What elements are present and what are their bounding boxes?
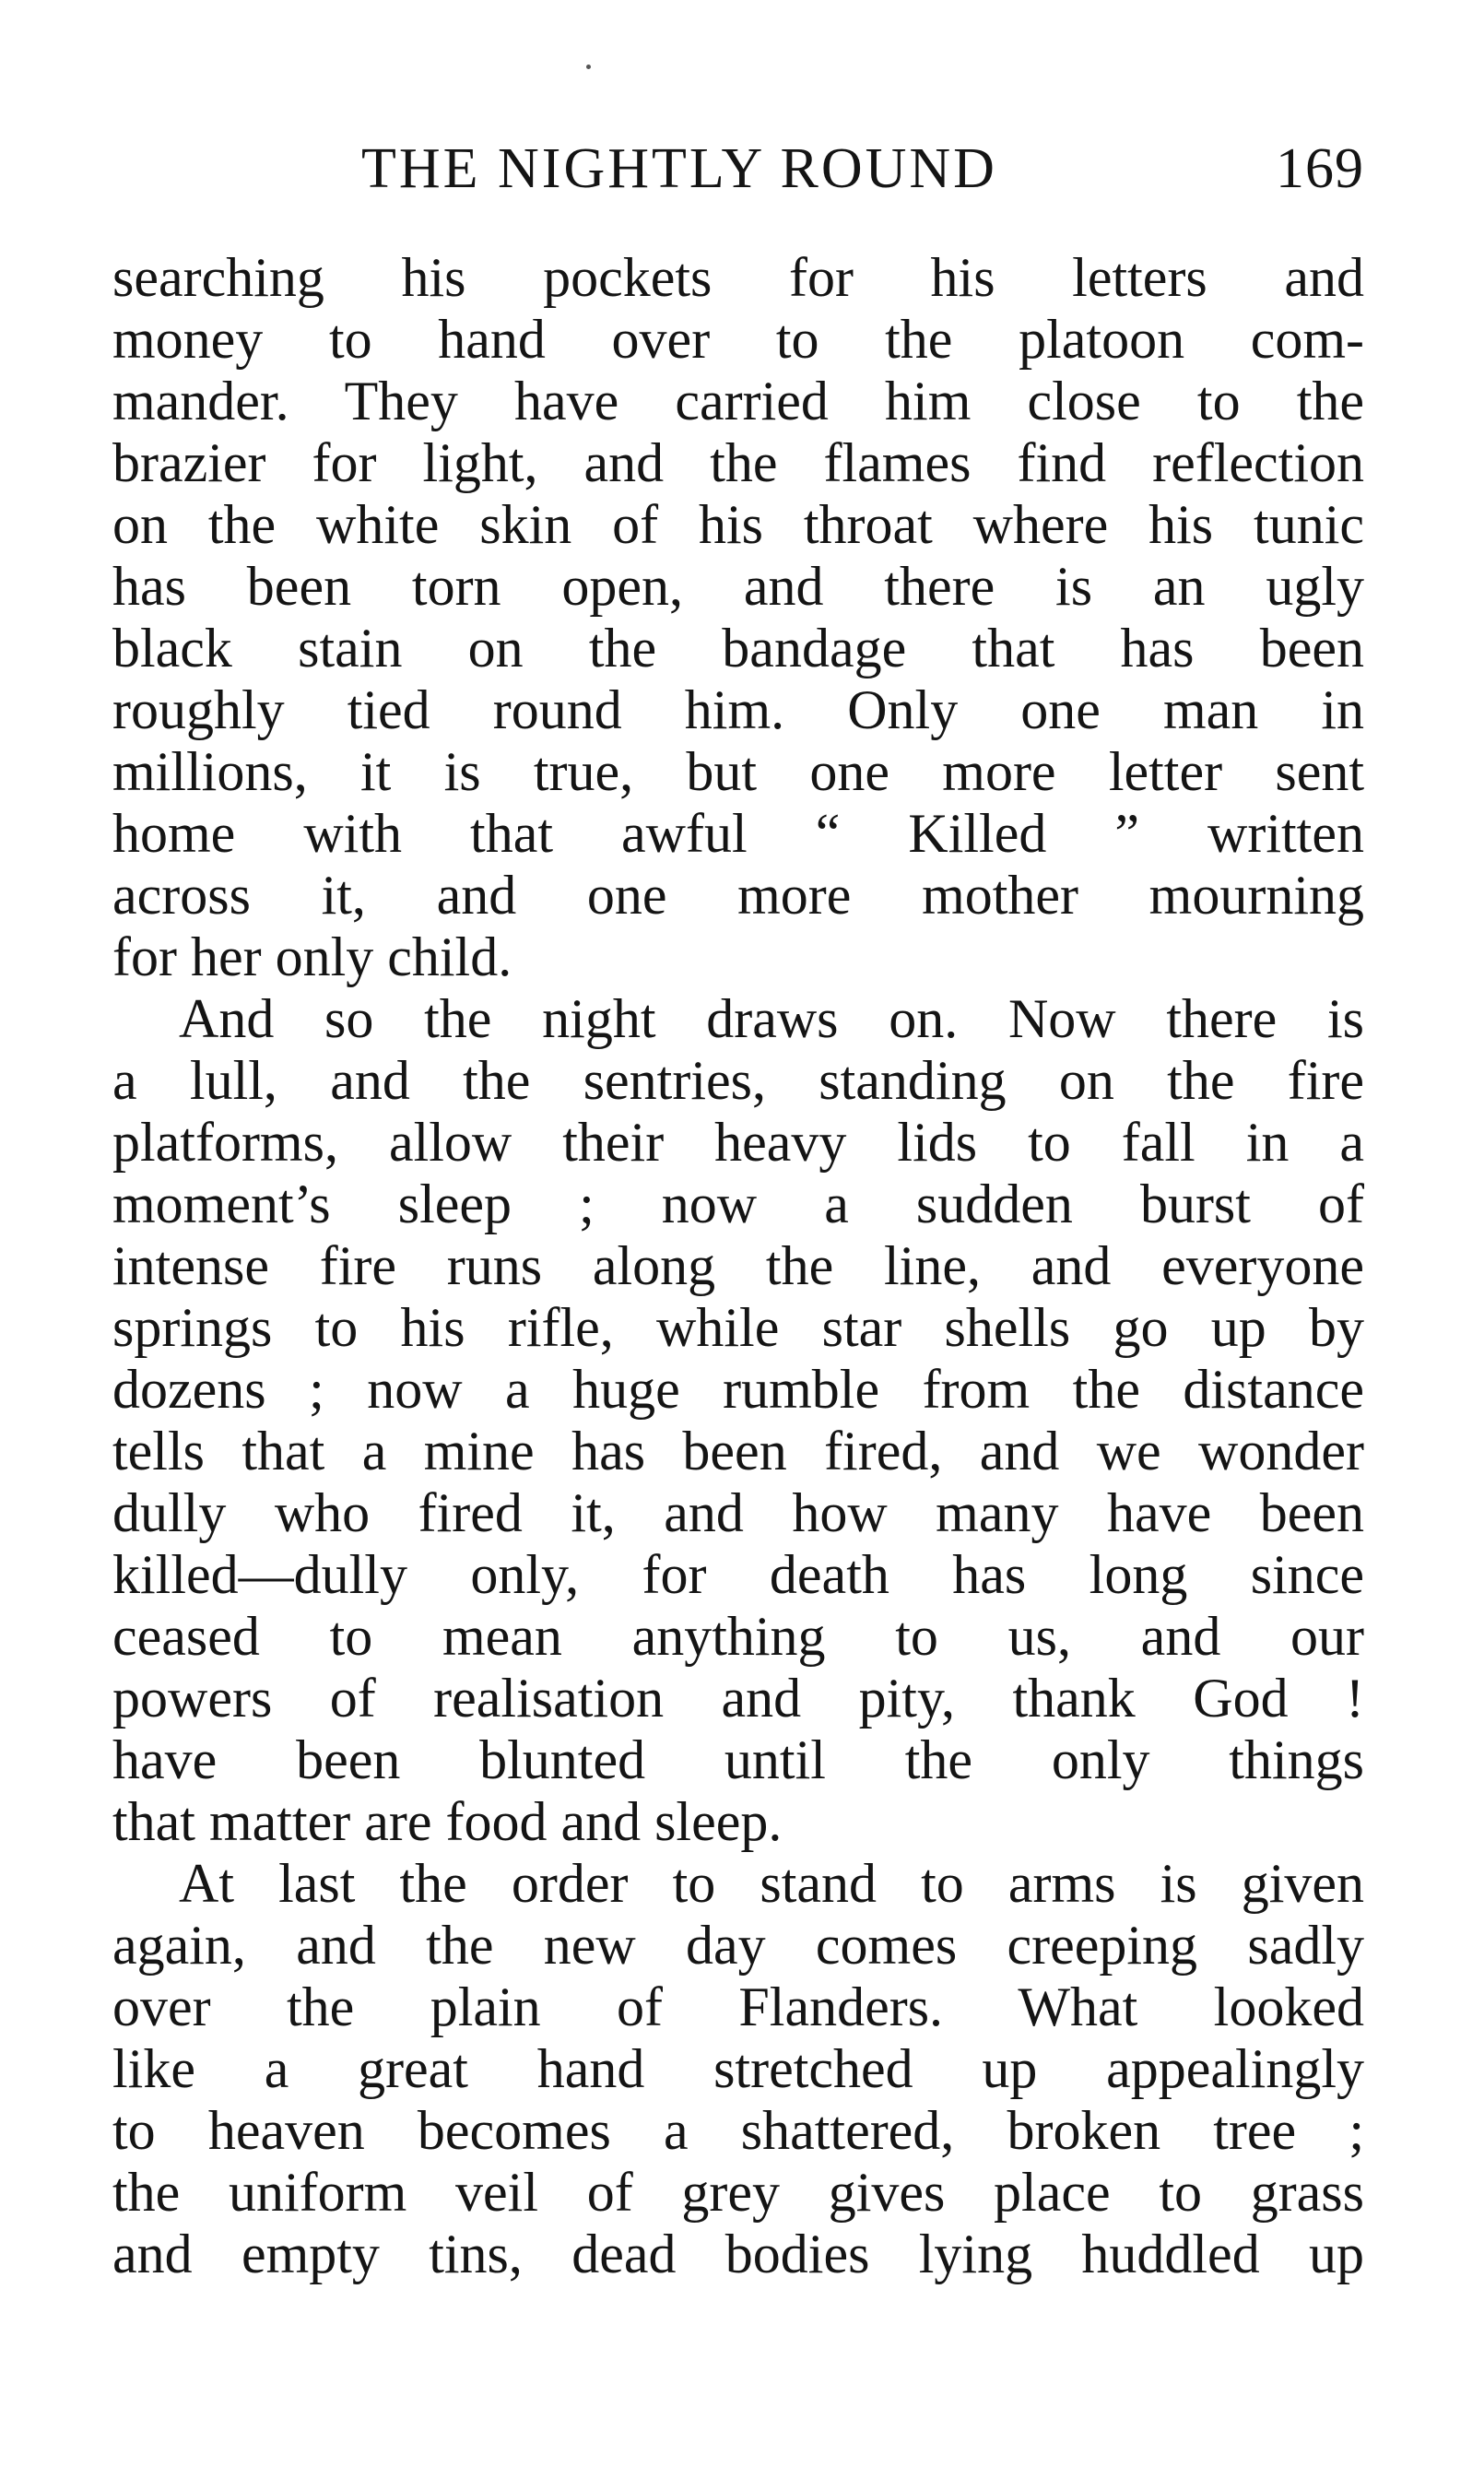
text-line: has been torn open, and there is an ugly [112,556,1364,617]
text-line: home with that awful “ Killed ” written [112,803,1364,864]
running-title: THE NIGHTLY ROUND [361,137,997,200]
text-line: to heaven becomes a shattered, broken tree ; [112,2100,1364,2161]
text-line: money to hand over to the platoon com- [112,309,1364,370]
text-line: and empty tins, dead bodies lying huddled up [112,2224,1364,2284]
text-line: again, and the new day comes creeping sadly [112,1915,1364,1976]
text-line: that matter are food and sleep. [112,1791,783,1852]
text-line: black stain on the bandage that has been [112,618,1364,678]
text-line: on the white skin of his throat where his tunic [112,494,1364,555]
text-line: dozens ; now a huge rumble from the distance [112,1359,1364,1420]
text-line: searching his pockets for his letters and [112,247,1364,308]
text-line: across it, and one more mother mourning [112,865,1364,926]
text-line: millions, it is true, but one more letter sent [112,741,1364,802]
body-text [112,247,1364,2285]
text-line: moment’s sleep ; now a sudden burst of [112,1174,1364,1234]
text-line: roughly tied round him. Only one man in [112,679,1364,740]
text-line: like a great hand stretched up appealingly [112,2038,1364,2099]
paragraph-1 [112,247,1364,988]
text-line: a lull, and the sentries, standing on the fire [112,1050,1364,1111]
text-line: And so the night draws on. Now there is [179,988,1364,1049]
paragraph-3 [112,1853,1364,2285]
text-line: have been blunted until the only things [112,1729,1364,1790]
text-line: for her only child. [112,926,512,987]
text-line: ceased to mean anything to us, and our [112,1606,1364,1667]
text-line: springs to his rifle, while star shells go up by [112,1297,1364,1358]
text-line: tells that a mine has been fired, and we wonder [112,1421,1364,1481]
text-line: intense fire runs along the line, and everyone [112,1235,1364,1296]
text-line: over the plain of Flanders. What looked [112,1976,1364,2037]
text-line: the uniform veil of grey gives place to grass [112,2162,1364,2223]
text-line: dully who fired it, and how many have been [112,1482,1364,1543]
running-header [112,136,1364,210]
text-line: powers of realisation and pity, thank God ! [112,1668,1364,1729]
print-speck [586,65,591,69]
text-line: At last the order to stand to arms is given [179,1853,1364,1914]
text-line: killed—dully only, for death has long since [112,1544,1364,1605]
text-line: mander. They have carried him close to the [112,371,1364,431]
text-line: brazier for light, and the flames find reflection [112,432,1364,493]
page-number: 169 [1276,137,1364,200]
paragraph-2 [112,988,1364,1853]
text-line: platforms, allow their heavy lids to fall in a [112,1112,1364,1173]
